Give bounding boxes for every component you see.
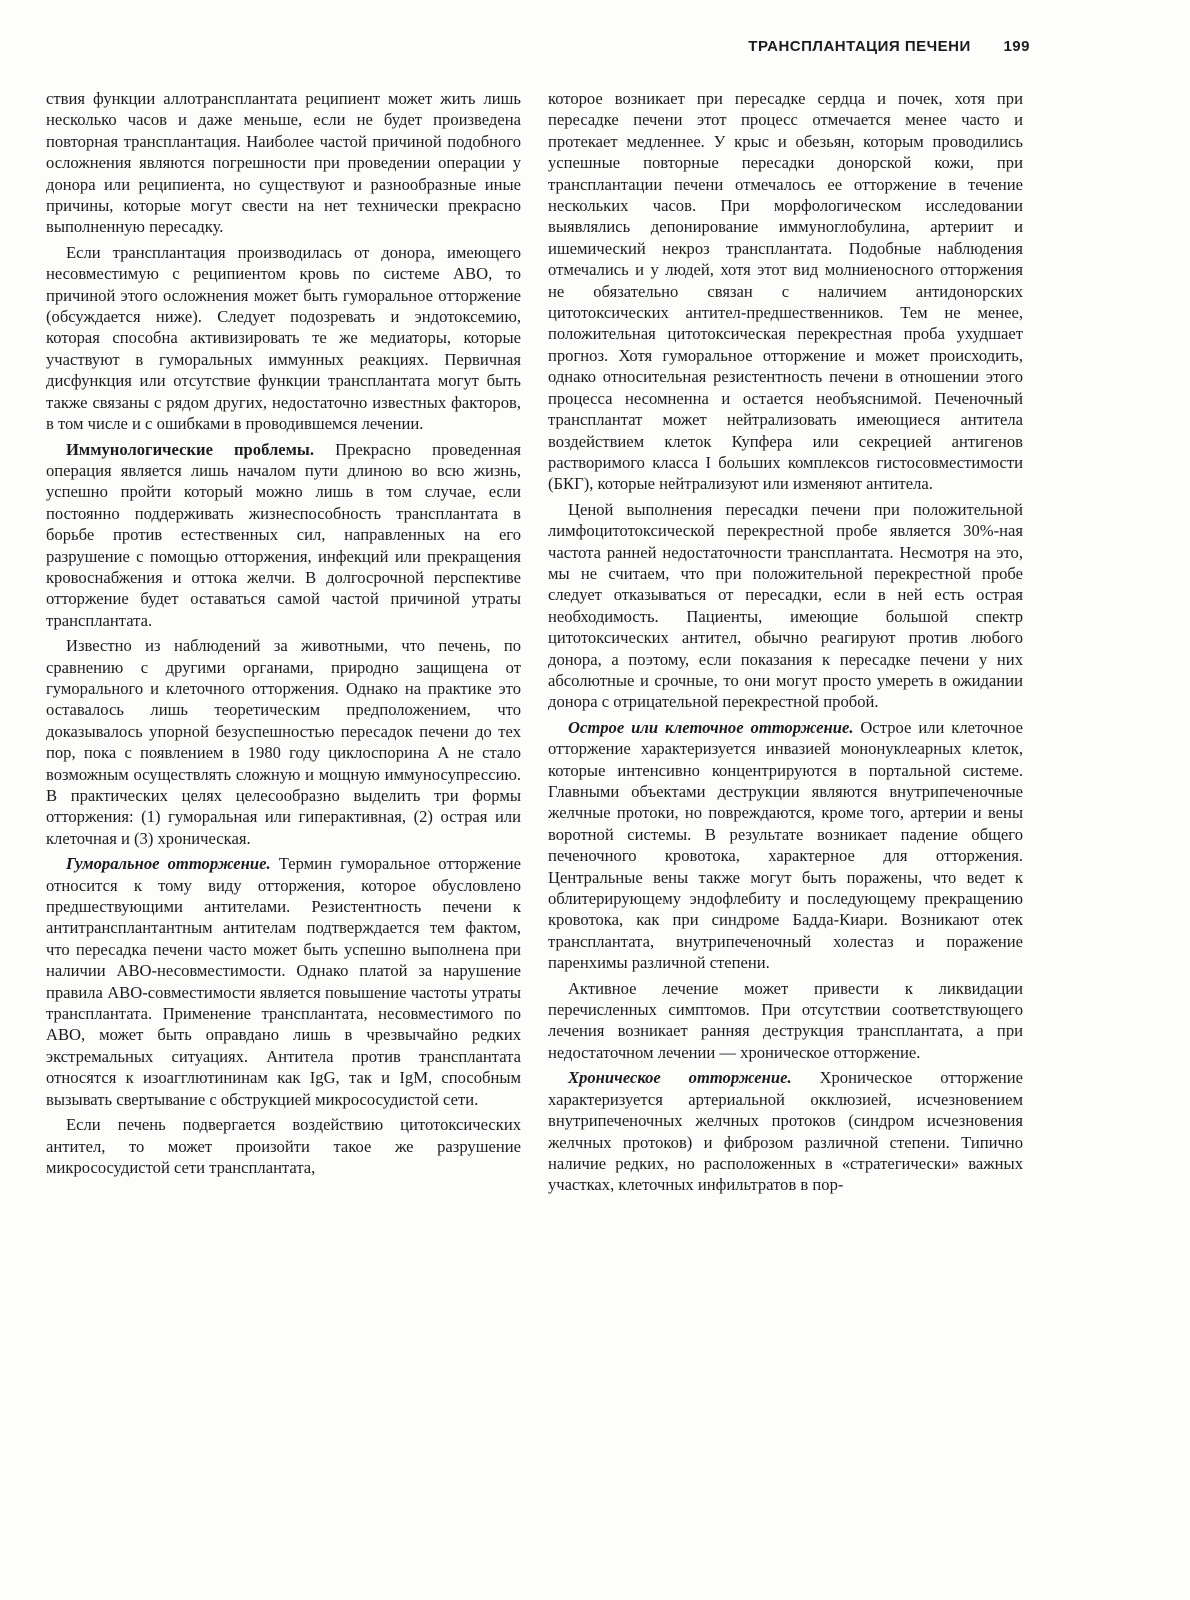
section-run-in-heading: Гуморальное отторжение. xyxy=(66,854,271,874)
paragraph-text: ствия функции аллотрансплантата реципиент может жить лишь несколько часов и даже меньше, если не будет произведена повторная трансплантация. Наиболее частой причиной подобного осложнения являются погрешности при проведении операции у донора или реципиента, но существуют и разнообразные иные причины, которые могут свести на нет технически прекрасно выполненную пересадку. xyxy=(46,89,521,237)
paragraph xyxy=(548,88,1023,495)
section-run-in-heading: Острое или клеточное отторжение. xyxy=(568,717,854,737)
paragraph-text: Термин гуморальное отторжение относится к тому виду отторжения, которое обусловлено предшествующими антителами. Резистентность печени к антитрансплантантным антителам подтверждается тем фактом, что пересадка печени часто может быть успешно выполнена при наличии АВО-несовместимости. Однако платой за нарушение правила АВО-совместимости является повышение частоты утраты трансплантата. Применение трансплантата, несовместимого по АВО, может быть оправдано лишь в чрезвычайно редких экстремальных ситуациях. Антитела против трансплантата относятся к изоагглютининам как IgG, так и IgM, способным вызывать свертывание с обструкцией микрососудистой сети. xyxy=(46,854,521,1109)
running-head xyxy=(430,38,1030,55)
paragraph xyxy=(548,978,1023,1064)
paragraph xyxy=(548,1067,1023,1195)
paragraph-text: Если печень подвергается воздействию цитотоксических антител, то может произойти такое же разрушение микрососудистой сети трансплантата, xyxy=(46,1115,521,1177)
paragraph-text: которое возникает при пересадке сердца и почек, хотя при пересадке печени этот процесс отмечается менее часто и протекает медленнее. У крыс и обезьян, которым проводились успешные повторные пересадки донорской кожи, при трансплантации печени отмечалось ее отторжение в течение нескольких часов. При морфологическом исследовании выявлялись депонирование иммуноглобулина, артериит и ишемический некроз трансплантата. Подобные наблюдения отмечались и у людей, хотя этот вид молниеносного отторжения не обязательно связан с наличием антидонорских цитотоксических антител-предшественников. Тем не менее, положительная цитотоксическая перекрестная проба ухудшает прогноз. Хотя гуморальное отторжение и может происходить, однако относительная резистентность печени в отношении этого процесса несомненна и остается необъяснимой. Печеночный трансплантат может нейтрализовать имеющиеся антитела воздействием клеток Купфера или секрецией антигенов растворимого класса I больших комплексов гистосовместимости (БКГ), которые нейтрализуют или изменяют антитела. xyxy=(548,89,1023,494)
left-column xyxy=(46,88,521,1182)
paragraph-text: Острое или клеточное отторжение характеризуется инвазией мононуклеарных клеток, которые интенсивно концентрируются в портальной системе. Главными объектами деструкции являются внутрипеченочные желчные протоки, но повреждаются, кроме того, артерии и вены воротной системы. В результате возникает падение общего печеночного кровотока, характерное для отторжения. Центральные вены также могут быть поражены, что ведет к облитерирующему эндофлебиту и последующему прекращению кровотока, как при синдроме Бадда-Киари. Возникают отек трансплантата, внутрипеченочный холестаз и поражение паренхимы различной степени. xyxy=(548,717,1023,973)
section-run-in-heading: Хроническое отторжение. xyxy=(568,1068,792,1088)
paragraph-text: Активное лечение может привести к ликвидации перечисленных симптомов. При отсутствии соответствующего лечения возникает ранняя деструкция трансплантата, а при недостаточном лечении — хроническое отторжение. xyxy=(548,978,1023,1062)
paragraph-text: Ценой выполнения пересадки печени при положительной лимфоцитотоксической перекрестной пробе является 30%-ная частота ранней недостаточности трансплантата. Несмотря на это, мы не считаем, что при положительной перекрестной пробе следует отказываться от пересадки, если в ней есть острая необходимость. Пациенты, имеющие большой спектр цитотоксических антител, обычно реагируют против любого донора, а поэтому, если показания к пересадке печени у них абсолютные и срочные, то они могут просто умереть в ожидании донора с отрицательной перекрестной пробой. xyxy=(548,499,1023,712)
paragraph xyxy=(46,853,521,1110)
paragraph-text: Прекрасно проведенная операция является лишь началом пути длиною во всю жизнь, успешно пройти который можно лишь в том случае, если постоянно поддерживать жизнеспособность трансплантата в борьбе против естественных сил, направленных на его разрушение с помощью отторжения, инфекций или прекращения кровоснабжения и оттока желчи. В долгосрочной перспективе отторжение будет оставаться самой частой причиной утраты трансплантата. xyxy=(46,439,521,630)
paragraph xyxy=(46,242,521,435)
paragraph xyxy=(46,439,521,632)
paragraph xyxy=(46,635,521,849)
paragraph xyxy=(46,88,521,238)
paragraph-text: Хроническое отторжение характеризуется артериальной окклюзией, исчезновением внутрипеченочных желчных протоков (синдром исчезновения желчных протоков) и фиброзом различной степени. Типично наличие редких, но расположенных в «стратегически» важных участках, клеточных инфильтратов в пор- xyxy=(548,1068,1023,1195)
running-head-title: ТРАНСПЛАНТАЦИЯ ПЕЧЕНИ xyxy=(748,38,971,55)
page-number: 199 xyxy=(1003,38,1030,55)
paragraph xyxy=(548,717,1023,974)
paragraph-text: Известно из наблюдений за животными, что печень, по сравнению с другими органами, природно защищена от гуморального и клеточного отторжения. Однако на практике это оставалось лишь теоретическим предположением, что доказывалось упорной безуспешностью пересадок печени до тех пор, пока с появлением в 1980 году циклоспорина А не стало возможным осуществлять сложную и мощную иммуносупрессию. В практических целях целесообразно выделить три формы отторжения: (1) гуморальная или гиперактивная, (2) острая или клеточная и (3) хроническая. xyxy=(46,636,521,848)
paragraph xyxy=(548,499,1023,713)
section-run-in-heading: Иммунологические проблемы. xyxy=(66,439,315,459)
paragraph-text: Если трансплантация производилась от донора, имеющего несовместимую с реципиентом кровь по системе АВО, то причиной этого осложнения может быть гуморальное отторжение (обсуждается ниже). Следует подозревать и эндотоксемию, которая способна активизировать те же медиаторы, которые участвуют в гуморальных иммунных реакциях. Первичная дисфункция или отсутствие функции трансплантата могут быть также связаны с рядом других, недостаточно известных факторов, в том числе и с ошибками в проводившемся лечении. xyxy=(46,242,521,434)
right-column xyxy=(548,88,1023,1200)
paragraph xyxy=(46,1114,521,1178)
